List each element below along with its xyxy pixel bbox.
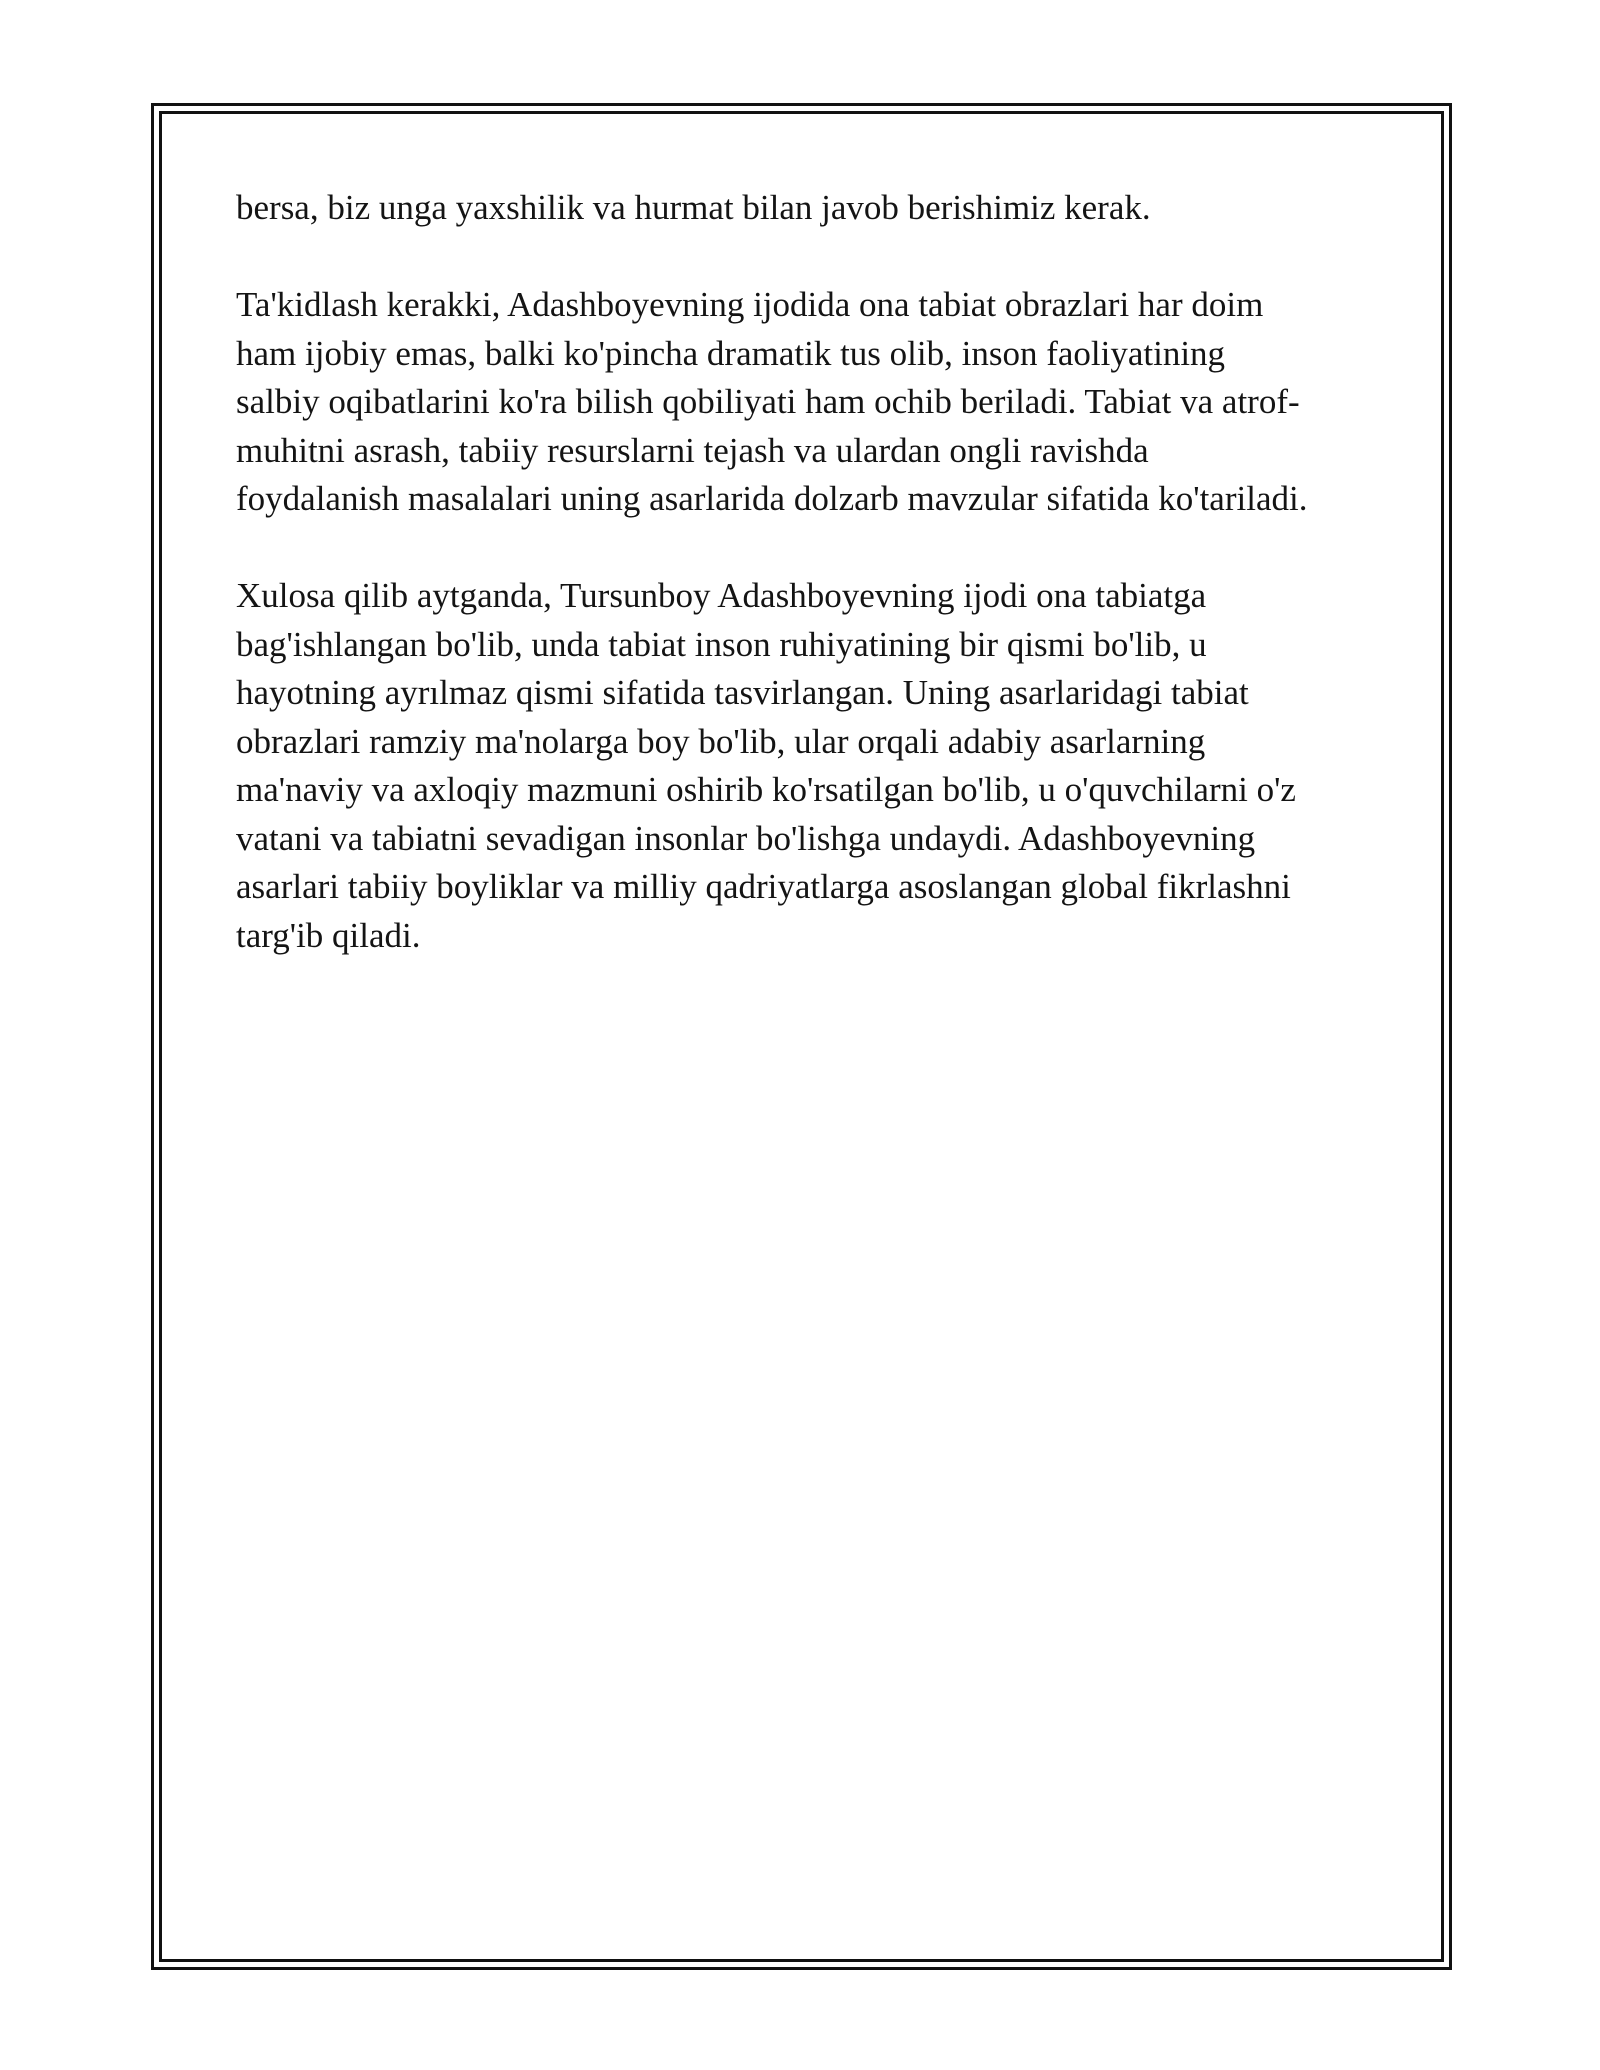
text-line: ma'naviy va axloqiy mazmuni oshirib ko'rsatilgan bo'lib, u o'quvchilarni o'z — [236, 770, 1296, 809]
text-line: foydalanish masalalari uning asarlarida dolzarb mavzular sifatida ko'tariladi. — [236, 479, 1308, 518]
text-line: hayotning ayrılmaz qismi sifatida tasvirlangan. Uning asarlaridagi tabiat — [236, 673, 1249, 712]
text-line: asarlari tabiiy boyliklar va milliy qadriyatlarga asoslangan global fikrlashni — [236, 867, 1291, 906]
text-line: Xulosa qilib aytganda, Tursunboy Adashboyevning ijodi ona tabiatga — [236, 576, 1207, 615]
text-line: ham ijobiy emas, balki ko'pincha dramatik tus olib, inson faoliyatining — [236, 333, 1226, 373]
paragraph-1 — [236, 184, 1386, 233]
paragraph-3 — [236, 572, 1386, 960]
text-line: bag'ishlangan bo'lib, unda tabiat inson ruhiyatining bir qismi bo'lib, u — [236, 624, 1207, 664]
text-line: salbiy oqibatlarini ko'ra bilish qobiliyati ham ochib beriladi. Tabiat va atrof- — [236, 382, 1300, 421]
paragraph-2 — [236, 281, 1386, 524]
text-line: vatani va tabiatni sevadigan insonlar bo'lishga undaydi. Adashboyevning — [236, 818, 1256, 858]
text-line: obrazlari ramziy ma'nolarga boy bo'lib, ular orqali adabiy asarlarning — [236, 721, 1206, 761]
text-line: muhitni asrash, tabiiy resurslarni tejash va ulardan ongli ravishda — [236, 430, 1149, 470]
text-line: targ'ib qiladi. — [236, 915, 421, 955]
text-line: Ta'kidlash kerakki, Adashboyevning ijodida ona tabiat obrazlari har doim — [236, 285, 1264, 324]
text-line: bersa, biz unga yaxshilik va hurmat bilan javob berishimiz kerak. — [236, 188, 1151, 227]
document-body — [236, 184, 1386, 1009]
